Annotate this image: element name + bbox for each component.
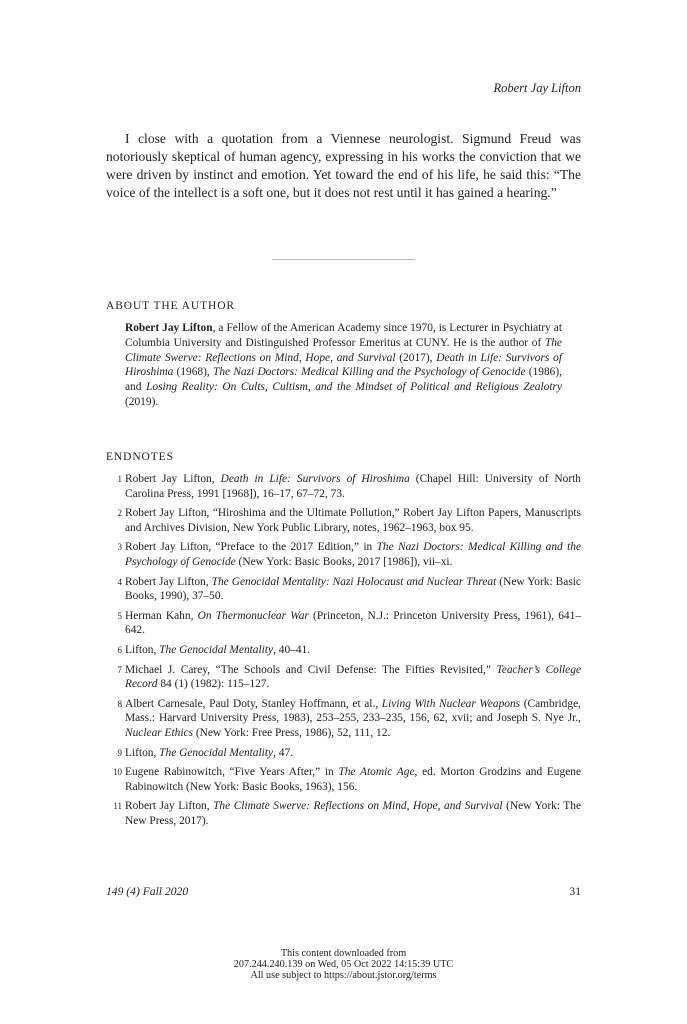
endnote — [106, 746, 581, 761]
body-paragraph: I close with a quotation from a Viennese neurologist. Sigmund Freud was notoriously skeptical of human agency, expressing in his works the conviction that we were driven by instinct and emotion. Yet toward the end of his life, he said this: “The voice of the intellect is a soft one, but it does not rest until it has gained a hearing.” — [106, 131, 581, 200]
endnote-text: 84 (1) (1982): 115–127. — [157, 678, 270, 691]
about-text-part: , a Fellow of the American Academy since 1970, is Lecturer in Psychiatry at Columbia University and Distinguished Professor Emeritus at CUNY. He is the author of — [125, 322, 562, 349]
endnote-title: Living With Nuclear Weapons — [381, 697, 521, 710]
endnote-text: , ed. Morton Grodzins and Eugene Rabinowitch (New York: Basic Books, 1963), 156. — [125, 766, 582, 793]
endnote — [106, 575, 581, 604]
endnote-text: (New York: Basic Books, 1990), 37–50. — [125, 575, 581, 603]
endnote-number: 10 — [113, 767, 122, 778]
endnotes-heading: ENDNOTES — [106, 451, 174, 463]
endnote — [106, 799, 581, 828]
endnote-number: 4 — [117, 576, 122, 587]
endnote-title: The Atomic Age — [338, 766, 415, 779]
endnote-text: Lifton, — [125, 643, 160, 656]
endnote-title: On Thermonuclear War — [197, 609, 309, 622]
endnote — [106, 697, 581, 741]
about-author-heading: ABOUT THE AUTHOR — [106, 300, 235, 312]
endnote-text: Eugene Rabinowitch, “Five Years After,” in — [125, 766, 339, 779]
running-head: Robert Jay Lifton — [493, 81, 581, 95]
endnote-text: , 40–41. — [273, 643, 311, 656]
endnote-number: 2 — [117, 508, 122, 519]
endnote-title: Death in Life: Survivors of Hiroshima — [220, 473, 410, 485]
section-divider — [272, 259, 415, 260]
book-title: The Nazi Doctors: Medical Killing and the Psychology of Genocide — [213, 366, 526, 379]
endnote-title: The Genocidal Mentality — [159, 643, 274, 656]
endnote-number: 9 — [117, 747, 122, 758]
jstor-notice-line: 207.244.240.139 on Wed, 05 Oct 2022 14:15:39 UTC — [233, 959, 454, 971]
book-title: The Climate Swerve: Reflections on Mind, Hope, and Survival — [125, 336, 562, 364]
endnote-text: Robert Jay Lifton, — [125, 473, 221, 485]
endnote-title: Teacher’s College Record — [125, 663, 581, 691]
endnote-number: 6 — [117, 644, 122, 655]
jstor-notice — [0, 948, 687, 982]
endnotes-list — [106, 472, 581, 834]
endnote-text: Albert Carnesale, Paul Doty, Stanley Hoffmann, et al., — [125, 697, 382, 710]
jstor-terms-link[interactable]: All use subject to https://about.jstor.org/terms — [250, 970, 437, 982]
endnote-title: The Genocidal Mentality: Nazi Holocaust and Nuclear Threat — [211, 575, 497, 588]
about-author-text — [125, 321, 562, 410]
endnote-number: 1 — [117, 474, 122, 484]
book-title: Death in Life: Survivors of Hiroshima — [125, 351, 562, 379]
endnote-text: Michael J. Carey, “The Schools and Civil Defense: The Fifties Revisited,” — [125, 663, 497, 676]
endnote-text: , 47. — [273, 746, 293, 759]
endnote-title: The Nazi Doctors: Medical Killing and the Psychology of Genocide — [125, 541, 581, 568]
endnote-number: 3 — [117, 542, 122, 553]
endnote-text: (Cambridge, Mass.: Harvard University Press, 1983), 253–255, 233–235, 156, 62, xvii; and Joseph S. Nye Jr., — [125, 697, 581, 725]
jstor-notice-line: This content downloaded from — [280, 948, 407, 959]
endnote-title: Nuclear Ethics — [125, 726, 194, 739]
endnote — [106, 472, 581, 501]
page-number: 31 — [569, 885, 581, 898]
endnote — [106, 643, 581, 658]
about-text-part: (2017), — [395, 351, 437, 364]
issue-footer: 149 (4) Fall 2020 — [106, 885, 189, 898]
endnote — [106, 765, 581, 794]
endnote — [106, 506, 581, 535]
endnote-text: (Princeton, N.J.: Princeton University Press, 1961), 641–642. — [125, 609, 582, 637]
endnote-number: 5 — [117, 610, 122, 621]
endnote-number: 11 — [113, 801, 122, 812]
about-text-part: (2019). — [125, 395, 159, 408]
endnote-text: Robert Jay Lifton, — [125, 575, 212, 588]
endnote-text: (New York: Free Press, 1986), 52, 111, 12. — [193, 726, 391, 739]
endnote-title: The Genocidal Mentality — [159, 746, 274, 759]
endnote-number: 8 — [117, 698, 122, 709]
endnote — [106, 609, 581, 638]
endnote-text: Herman Kahn, — [125, 609, 198, 622]
endnote-title: The Climate Swerve: Reflections on Mind, Hope, and Survival — [213, 800, 503, 813]
endnote-number: 7 — [117, 664, 122, 675]
endnote-text: (New York: Basic Books, 2017 [1986]), vii–xi. — [235, 555, 453, 568]
endnote — [106, 540, 581, 569]
about-text-part: (1968), — [173, 366, 213, 379]
endnote-text: Robert Jay Lifton, “Preface to the 2017 Edition,” in — [125, 541, 377, 554]
endnote-text: Robert Jay Lifton, — [125, 800, 214, 813]
endnote-text: Lifton, — [125, 746, 160, 759]
endnote-text: Robert Jay Lifton, “Hiroshima and the Ultimate Pollution,” Robert Jay Lifton Papers, Manuscripts and Archives Division, New York Public Library, notes, 1962–1963, box 95. — [125, 507, 581, 534]
endnote-text: (New York: The New Press, 2017). — [125, 800, 582, 827]
author-name: Robert Jay Lifton — [125, 322, 213, 334]
endnote-text: (Chapel Hill: University of North Carolina Press, 1991 [1968]), 16–17, 67–72, 73. — [125, 473, 581, 500]
endnote — [106, 663, 581, 692]
book-title: Losing Reality: On Cults, Cultism, and the Mindset of Political and Religious Zealotry — [146, 381, 563, 394]
about-text-part: (1986), and — [125, 366, 562, 394]
